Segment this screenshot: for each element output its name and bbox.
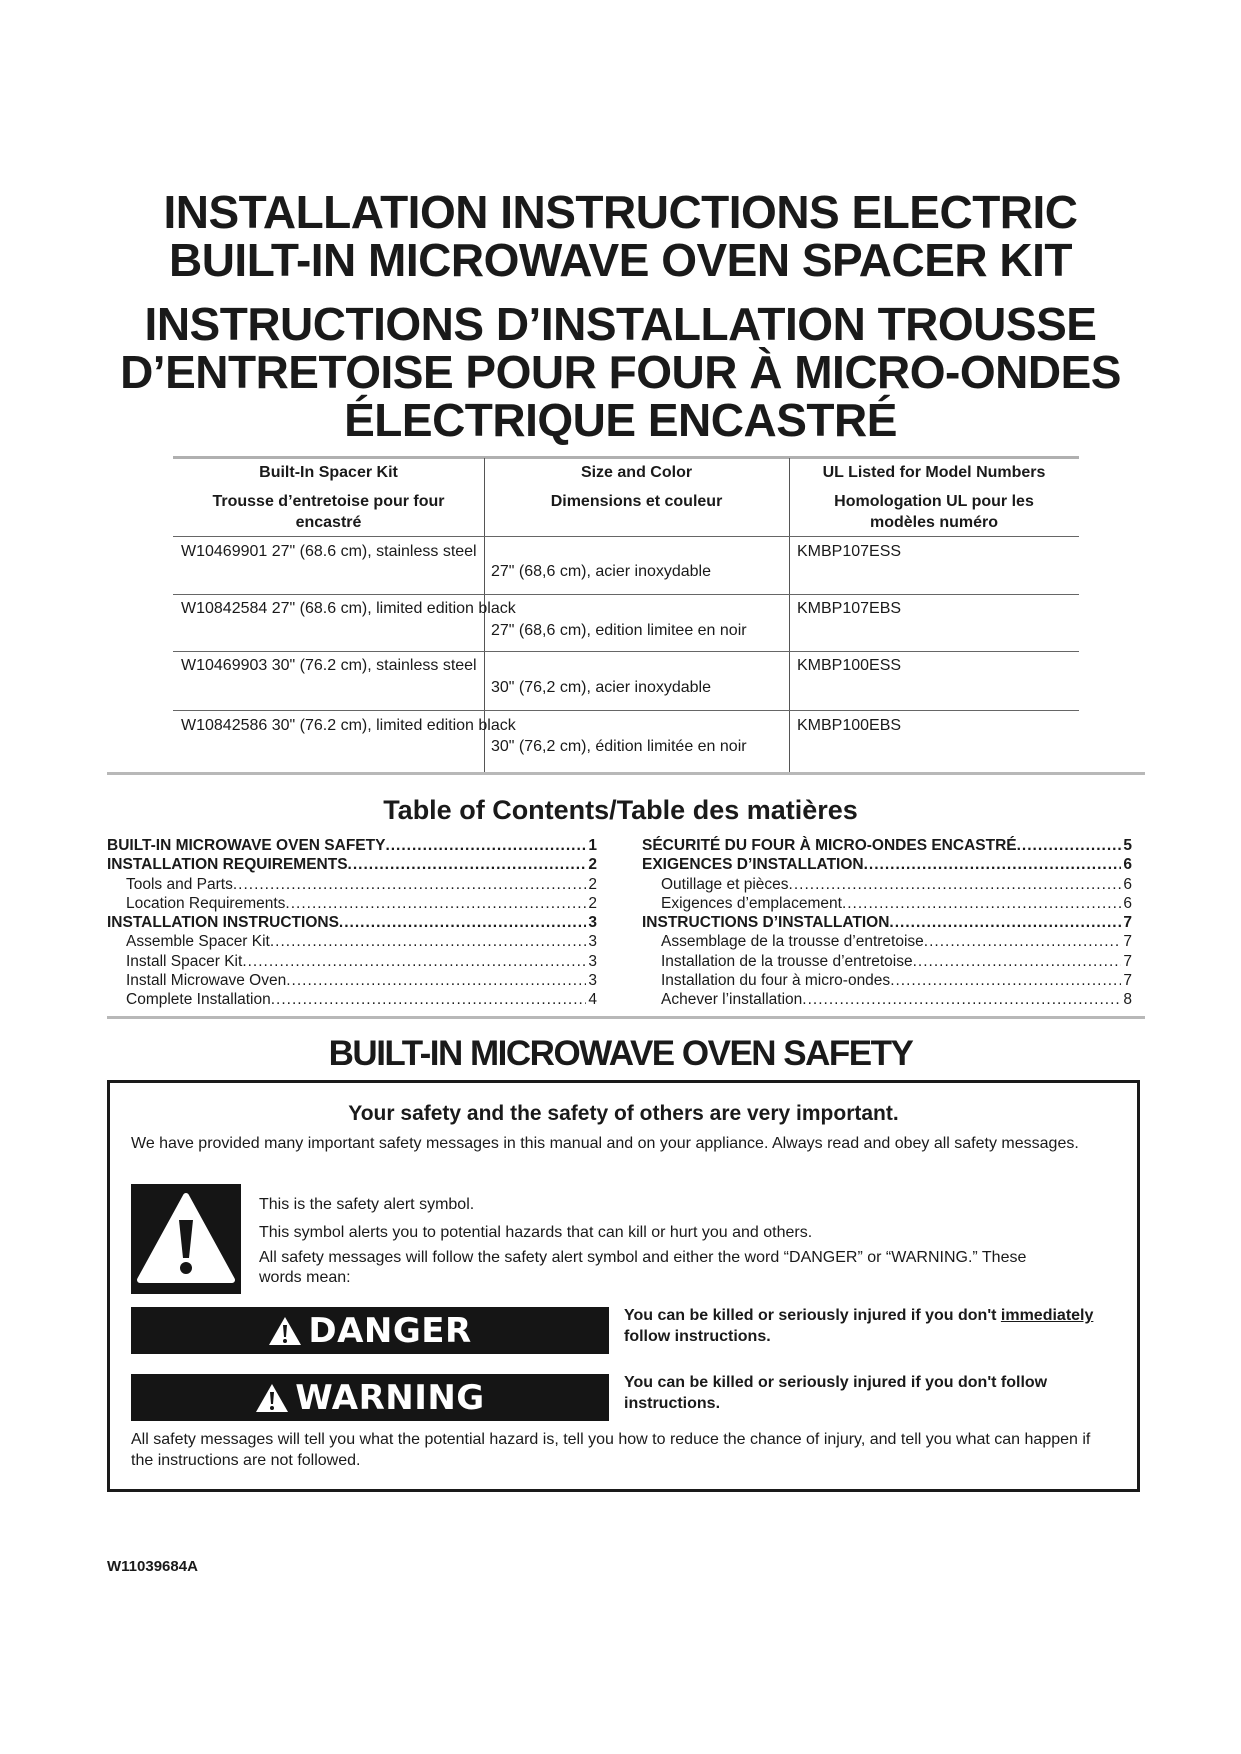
toc-entry-page: 7 [1123,972,1132,990]
toc-french [642,836,1132,1010]
toc-entry-page: 2 [588,856,597,874]
warning-label: WARNING [295,1377,485,1418]
toc-entry-page: 7 [1123,914,1132,932]
toc-entry-page: 2 [588,875,597,893]
toc-entry[interactable] [107,932,597,951]
title-french-line: D’ENTRETOISE POUR FOUR À MICRO-ONDES [120,346,1121,398]
toc-leader [286,971,586,990]
section-rule [107,1016,1145,1019]
title-french [0,300,1241,444]
toc-leader [1017,836,1122,855]
toc-entry-label: INSTRUCTIONS D’INSTALLATION [642,914,890,932]
safety-alert-icon [131,1184,241,1294]
toc-entry-label: Location Requirements [126,894,286,912]
toc-entry[interactable] [107,855,597,874]
toc-entry[interactable] [642,894,1132,913]
toc-leader [348,855,587,874]
toc-entry[interactable] [107,913,597,932]
toc-entry-label: Tools and Parts [126,875,233,893]
toc-entry[interactable] [107,875,597,894]
alert-line: All safety messages will follow the safety alert symbol and either the word “DANGER” or “WARNING.” These words mean: [259,1249,1027,1286]
toc-leader [285,894,586,913]
toc-leader [271,990,587,1009]
toc-entry-label: Assemblage de la trousse d’entretoise [661,933,924,951]
toc-entry[interactable] [642,913,1132,932]
toc-entry-page: 2 [588,894,597,912]
row-divider [173,536,1079,537]
size-color-cell: 30" (76,2 cm), acier inoxydable [491,679,712,696]
danger-description [624,1305,1124,1347]
size-color-cell: 27" (68,6 cm), edition limitee en noir [491,622,747,639]
section-rule [107,772,1145,775]
toc-entry-label: Install Microwave Oven [126,972,287,990]
toc-entry-page: 6 [1123,894,1132,912]
toc-entry[interactable] [642,952,1132,971]
safety-outro: All safety messages will tell you what the potential hazard is, tell you how to reduce the chance of injury, and tell you what can happen if the instructions are not followed. [131,1431,1091,1469]
title-english-line: BUILT-IN MICROWAVE OVEN SPACER KIT [168,234,1073,286]
toc-leader [890,971,1121,990]
model-number-cell: KMBP100ESS [797,657,902,674]
header-models-fr: Homologation UL pour les modèles numéro [834,493,1034,531]
toc-entry[interactable] [642,875,1132,894]
toc-leader [864,855,1122,874]
toc-entry-page: 7 [1123,933,1132,951]
toc-entry[interactable] [107,990,597,1009]
title-english-line: INSTALLATION INSTRUCTIONS ELECTRIC [163,186,1078,238]
toc-leader [924,932,1122,951]
toc-entry-label: INSTALLATION REQUIREMENTS [107,856,348,874]
header-models [789,462,1079,533]
model-number-cell: KMBP100EBS [797,717,902,734]
danger-text: You can be killed or seriously injured if you don't [624,1307,1001,1324]
toc-entry-label: Install Spacer Kit [126,952,243,970]
toc-entry-page: 6 [1123,875,1132,893]
size-color-cell: 27" (68,6 cm), acier inoxydable [491,563,712,580]
toc-leader [270,932,587,951]
warning-banner [131,1374,609,1421]
toc-entry[interactable] [642,990,1132,1009]
model-number-cell: KMBP107EBS [797,600,902,617]
toc-english [107,836,597,1010]
toc-entry-page: 7 [1123,952,1132,970]
header-kit-fr: Trousse d’entretoise pour four encastré [212,493,445,531]
title-french-line: ÉLECTRIQUE ENCASTRÉ [344,394,897,446]
toc-entry[interactable] [107,894,597,913]
toc-entry[interactable] [107,952,597,971]
title-english [0,188,1241,284]
toc-entry-page: 6 [1123,856,1132,874]
toc-leader [842,894,1121,913]
warning-alert-icon [255,1383,289,1413]
toc-entry-label: Installation du four à micro-ondes [661,972,891,990]
toc-entry-page: 3 [588,972,597,990]
toc-leader [913,952,1122,971]
toc-entry-label: Installation de la trousse d’entretoise [661,952,913,970]
kit-number-cell: W10469901 27" (68.6 cm), stainless steel [181,543,477,560]
header-models-en: UL Listed for Model Numbers [822,464,1046,481]
toc-entry[interactable] [642,971,1132,990]
toc-leader [242,952,586,971]
toc-leader [802,990,1121,1009]
row-divider [173,710,1079,711]
danger-text: follow instructions. [624,1328,771,1345]
toc-entry-page: 3 [588,952,597,970]
toc-entry-label: Exigences d’emplacement [661,894,842,912]
title-french-line: INSTRUCTIONS D’INSTALLATION TROUSSE [144,298,1097,350]
alert-line: This is the safety alert symbol. [259,1196,475,1213]
safety-box [107,1080,1140,1492]
toc-entry[interactable] [642,855,1132,874]
safety-lead: Your safety and the safety of others are very important. [348,1102,899,1125]
toc-entry-page: 5 [1123,837,1132,854]
toc-entry[interactable] [107,971,597,990]
header-size-fr: Dimensions et couleur [550,493,723,510]
toc-entry[interactable] [642,836,1132,855]
toc-entry-page: 3 [588,933,597,951]
warning-description: You can be killed or seriously injured if you don't follow instructions. [624,1374,1048,1412]
toc-leader [889,913,1121,932]
danger-banner [131,1307,609,1354]
size-color-cell: 30" (76,2 cm), édition limitée en noir [491,738,747,755]
danger-alert-icon [268,1316,302,1346]
toc-entry-page: 3 [588,914,597,932]
toc-entry-page: 4 [588,991,597,1009]
toc-entry-label: Complete Installation [126,991,271,1009]
kit-number-cell: W10469903 30" (76.2 cm), stainless steel [181,657,477,674]
toc-entry-label: Achever l’installation [661,991,803,1009]
header-size-en: Size and Color [580,464,693,481]
safety-heading: BUILT-IN MICROWAVE OVEN SAFETY [328,1034,913,1073]
header-size [484,462,789,512]
toc-entry-page: 8 [1123,991,1132,1009]
spacer-kit-table [173,456,1079,772]
toc-entry[interactable] [642,932,1132,951]
kit-number-cell: W10842584 27" (68.6 cm), limited edition black [181,600,516,617]
toc-entry-label: BUILT-IN MICROWAVE OVEN SAFETY [107,837,386,854]
model-number-cell: KMBP107ESS [797,543,902,560]
toc-leader [385,836,586,855]
row-divider [173,594,1079,595]
kit-number-cell: W10842586 30" (76.2 cm), limited edition black [181,717,516,734]
toc-entry[interactable] [107,836,597,855]
danger-emphasis: immediately [1000,1307,1094,1324]
toc-entry-label: INSTALLATION INSTRUCTIONS [107,914,339,932]
toc-leader [233,875,587,894]
toc-entry-label: EXIGENCES D’INSTALLATION [642,856,864,874]
document-number: W11039684A [107,1558,198,1575]
table-top-rule [173,456,1079,459]
toc-title: Table of Contents/Table des matières [383,795,858,825]
toc-leader [789,875,1122,894]
toc-leader [339,913,586,932]
toc-entry-label: Outillage et pièces [661,875,789,893]
toc-entry-label: SÉCURITÉ DU FOUR À MICRO-ONDES ENCASTRÉ [642,837,1017,854]
safety-intro: We have provided many important safety messages in this manual and on your appliance. Always read and obey all safety messages. [131,1135,1079,1152]
alert-line: This symbol alerts you to potential hazards that can kill or hurt you and others. [259,1224,813,1241]
toc-entry-label: Assemble Spacer Kit [126,933,270,951]
header-kit [173,462,484,533]
row-divider [173,651,1079,652]
danger-label: DANGER [308,1310,472,1351]
toc-entry-page: 1 [588,837,597,854]
header-kit-en: Built-In Spacer Kit [259,464,398,481]
safety-alert-triangle-icon [131,1184,241,1294]
